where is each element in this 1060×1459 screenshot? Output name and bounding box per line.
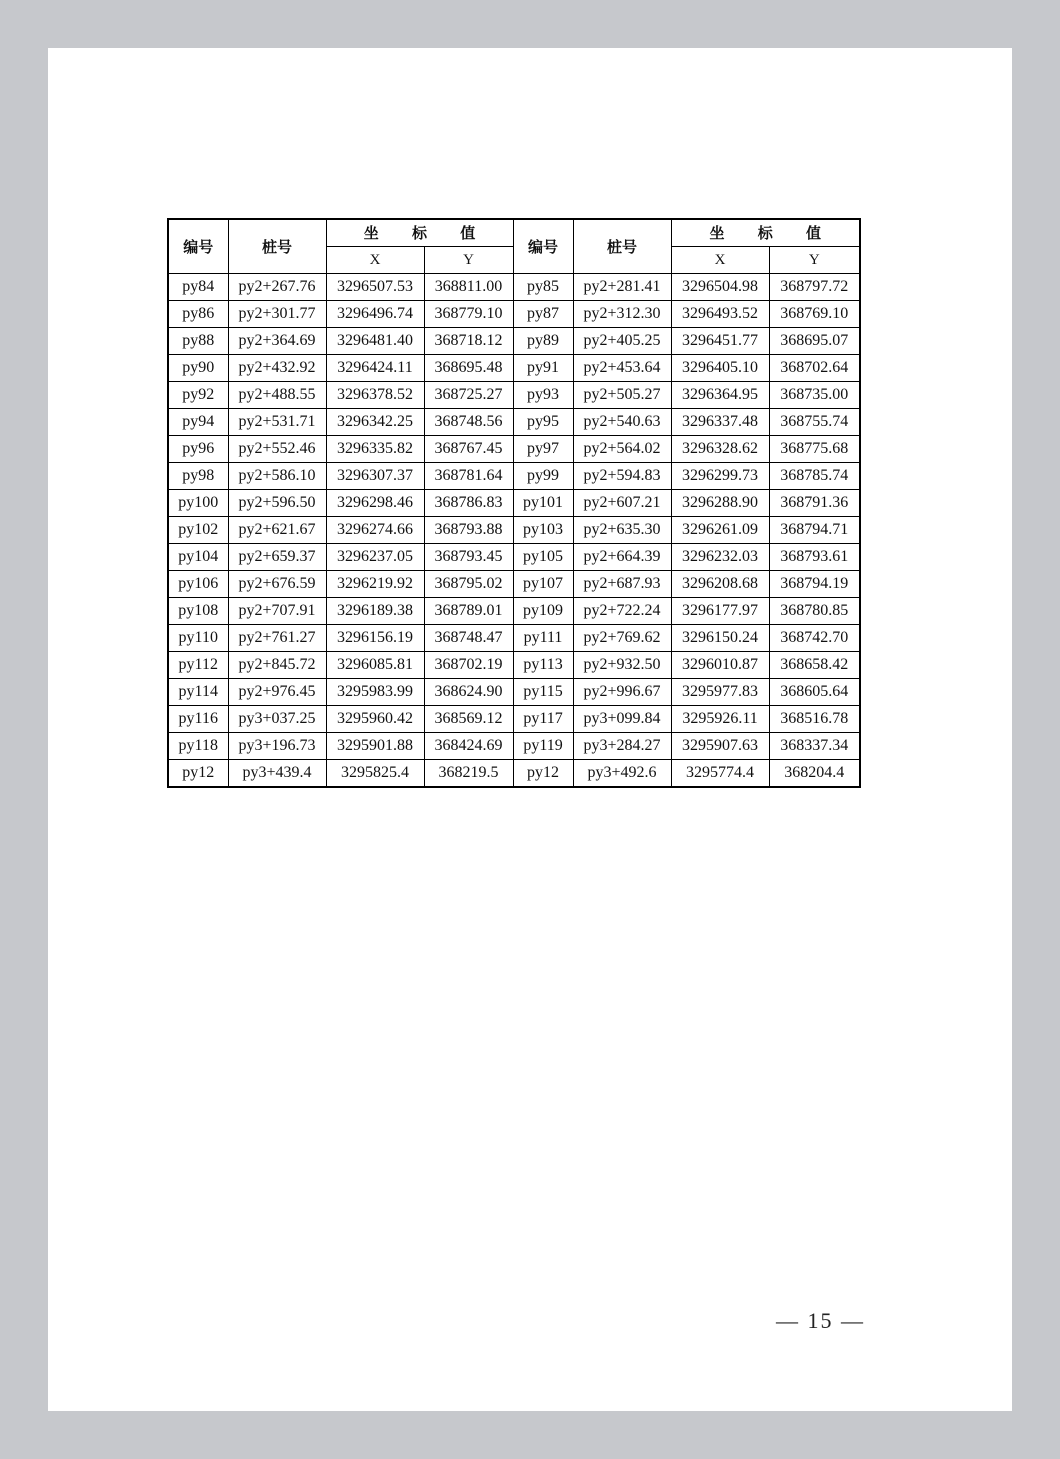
stake-number: py2+432.92 [228,355,326,382]
coord-x: 3296451.77 [671,328,769,355]
table-row [168,598,860,625]
point-id: py119 [513,733,573,760]
stake-number: py2+596.50 [228,490,326,517]
stake-number: py2+301.77 [228,301,326,328]
coord-x: 3296219.92 [326,571,424,598]
coord-x: 3296261.09 [671,517,769,544]
table-row [168,409,860,436]
header-y: Y [424,247,513,274]
header-id: 编号 [513,219,573,274]
point-id: py12 [168,760,228,788]
stake-number: py2+687.93 [573,571,671,598]
table-row [168,355,860,382]
coord-x: 3295907.63 [671,733,769,760]
stake-number: py2+267.76 [228,274,326,301]
coord-y: 368794.71 [769,517,860,544]
stake-number: py2+364.69 [228,328,326,355]
header-x: X [326,247,424,274]
point-id: py93 [513,382,573,409]
header-row [168,219,860,247]
coord-y: 368775.68 [769,436,860,463]
coord-x: 3296328.62 [671,436,769,463]
header-y: Y [769,247,860,274]
coord-x: 3295901.88 [326,733,424,760]
coord-y: 368793.61 [769,544,860,571]
stake-number: py2+540.63 [573,409,671,436]
coord-y: 368785.74 [769,463,860,490]
coord-y: 368793.45 [424,544,513,571]
table-row [168,328,860,355]
coord-y: 368781.64 [424,463,513,490]
table-row [168,706,860,733]
coord-x: 3295926.11 [671,706,769,733]
table-row [168,274,860,301]
stake-number: py2+531.71 [228,409,326,436]
point-id: py103 [513,517,573,544]
point-id: py101 [513,490,573,517]
coord-y: 368718.12 [424,328,513,355]
coord-y: 368767.45 [424,436,513,463]
coord-y: 368769.10 [769,301,860,328]
coord-x: 3296156.19 [326,625,424,652]
header-stake: 桩号 [228,219,326,274]
coord-x: 3296150.24 [671,625,769,652]
coord-x: 3296378.52 [326,382,424,409]
stake-number: py2+845.72 [228,652,326,679]
coord-x: 3296307.37 [326,463,424,490]
table-row [168,571,860,598]
table-row [168,517,860,544]
point-id: py96 [168,436,228,463]
point-id: py102 [168,517,228,544]
coord-y: 368748.47 [424,625,513,652]
point-id: py100 [168,490,228,517]
table-row [168,436,860,463]
point-id: py87 [513,301,573,328]
coord-x: 3296288.90 [671,490,769,517]
coord-y: 368780.85 [769,598,860,625]
coord-x: 3296496.74 [326,301,424,328]
coord-x: 3296189.38 [326,598,424,625]
coord-y: 368795.02 [424,571,513,598]
coord-x: 3296335.82 [326,436,424,463]
coord-y: 368742.70 [769,625,860,652]
point-id: py89 [513,328,573,355]
stake-number: py2+312.30 [573,301,671,328]
coord-x: 3295977.83 [671,679,769,706]
coord-y: 368695.07 [769,328,860,355]
table-body [168,274,860,788]
table-row [168,652,860,679]
coord-y: 368793.88 [424,517,513,544]
coord-y: 368702.64 [769,355,860,382]
coord-x: 3295960.42 [326,706,424,733]
table-row [168,382,860,409]
point-id: py95 [513,409,573,436]
coord-x: 3296208.68 [671,571,769,598]
stake-number: py2+488.55 [228,382,326,409]
point-id: py105 [513,544,573,571]
header-coord: 坐 标 值 [326,219,513,247]
stake-number: py3+037.25 [228,706,326,733]
coordinate-table [167,218,861,788]
point-id: py98 [168,463,228,490]
coord-y: 368779.10 [424,301,513,328]
coord-y: 368605.64 [769,679,860,706]
stake-number: py3+196.73 [228,733,326,760]
stake-number: py2+586.10 [228,463,326,490]
point-id: py88 [168,328,228,355]
coord-y: 368755.74 [769,409,860,436]
coord-y: 368658.42 [769,652,860,679]
coord-x: 3296232.03 [671,544,769,571]
coord-x: 3296342.25 [326,409,424,436]
coord-x: 3295825.4 [326,760,424,788]
point-id: py84 [168,274,228,301]
coord-x: 3296493.52 [671,301,769,328]
header-stake: 桩号 [573,219,671,274]
stake-number: py3+099.84 [573,706,671,733]
table-row [168,760,860,788]
point-id: py90 [168,355,228,382]
stake-number: py2+761.27 [228,625,326,652]
stake-number: py2+594.83 [573,463,671,490]
coord-y: 368797.72 [769,274,860,301]
table-row [168,463,860,490]
point-id: py113 [513,652,573,679]
stake-number: py3+439.4 [228,760,326,788]
stake-number: py2+769.62 [573,625,671,652]
coord-y: 368786.83 [424,490,513,517]
coord-y: 368624.90 [424,679,513,706]
point-id: py114 [168,679,228,706]
point-id: py104 [168,544,228,571]
coord-y: 368794.19 [769,571,860,598]
coord-y: 368748.56 [424,409,513,436]
coord-y: 368569.12 [424,706,513,733]
table-row [168,679,860,706]
point-id: py92 [168,382,228,409]
header-x: X [671,247,769,274]
coord-y: 368219.5 [424,760,513,788]
point-id: py12 [513,760,573,788]
stake-number: py2+659.37 [228,544,326,571]
coord-x: 3296299.73 [671,463,769,490]
table-row [168,490,860,517]
coord-x: 3296504.98 [671,274,769,301]
header-id: 编号 [168,219,228,274]
coord-x: 3296298.46 [326,490,424,517]
point-id: py115 [513,679,573,706]
coord-x: 3296364.95 [671,382,769,409]
coord-y: 368735.00 [769,382,860,409]
stake-number: py2+405.25 [573,328,671,355]
stake-number: py2+635.30 [573,517,671,544]
stake-number: py2+281.41 [573,274,671,301]
stake-number: py3+284.27 [573,733,671,760]
stake-number: py2+552.46 [228,436,326,463]
document-page [48,48,1012,1411]
stake-number: py2+932.50 [573,652,671,679]
table-row [168,625,860,652]
stake-number: py2+505.27 [573,382,671,409]
coord-x: 3296010.87 [671,652,769,679]
coord-x: 3296237.05 [326,544,424,571]
point-id: py86 [168,301,228,328]
point-id: py91 [513,355,573,382]
header-coord: 坐 标 值 [671,219,860,247]
coord-y: 368424.69 [424,733,513,760]
coord-x: 3296337.48 [671,409,769,436]
coord-y: 368725.27 [424,382,513,409]
coord-x: 3296424.11 [326,355,424,382]
coord-y: 368789.01 [424,598,513,625]
point-id: py85 [513,274,573,301]
point-id: py116 [168,706,228,733]
coord-x: 3296274.66 [326,517,424,544]
stake-number: py2+722.24 [573,598,671,625]
coord-x: 3295983.99 [326,679,424,706]
point-id: py111 [513,625,573,652]
point-id: py107 [513,571,573,598]
point-id: py110 [168,625,228,652]
stake-number: py2+676.59 [228,571,326,598]
coord-y: 368337.34 [769,733,860,760]
stake-number: py2+996.67 [573,679,671,706]
coord-y: 368695.48 [424,355,513,382]
coord-x: 3296507.53 [326,274,424,301]
coord-x: 3296481.40 [326,328,424,355]
point-id: py109 [513,598,573,625]
point-id: py106 [168,571,228,598]
coord-y: 368811.00 [424,274,513,301]
stake-number: py2+664.39 [573,544,671,571]
point-id: py94 [168,409,228,436]
point-id: py118 [168,733,228,760]
point-id: py112 [168,652,228,679]
point-id: py97 [513,436,573,463]
coord-y: 368204.4 [769,760,860,788]
table-row [168,733,860,760]
stake-number: py2+707.91 [228,598,326,625]
coord-x: 3296085.81 [326,652,424,679]
stake-number: py3+492.6 [573,760,671,788]
stake-number: py2+453.64 [573,355,671,382]
coord-x: 3295774.4 [671,760,769,788]
coord-x: 3296177.97 [671,598,769,625]
point-id: py117 [513,706,573,733]
coord-y: 368516.78 [769,706,860,733]
coord-y: 368791.36 [769,490,860,517]
stake-number: py2+621.67 [228,517,326,544]
table-row [168,544,860,571]
stake-number: py2+564.02 [573,436,671,463]
coord-x: 3296405.10 [671,355,769,382]
point-id: py108 [168,598,228,625]
stake-number: py2+607.21 [573,490,671,517]
stake-number: py2+976.45 [228,679,326,706]
coord-y: 368702.19 [424,652,513,679]
page-number: — 15 — [776,1308,865,1333]
table-row [168,301,860,328]
point-id: py99 [513,463,573,490]
